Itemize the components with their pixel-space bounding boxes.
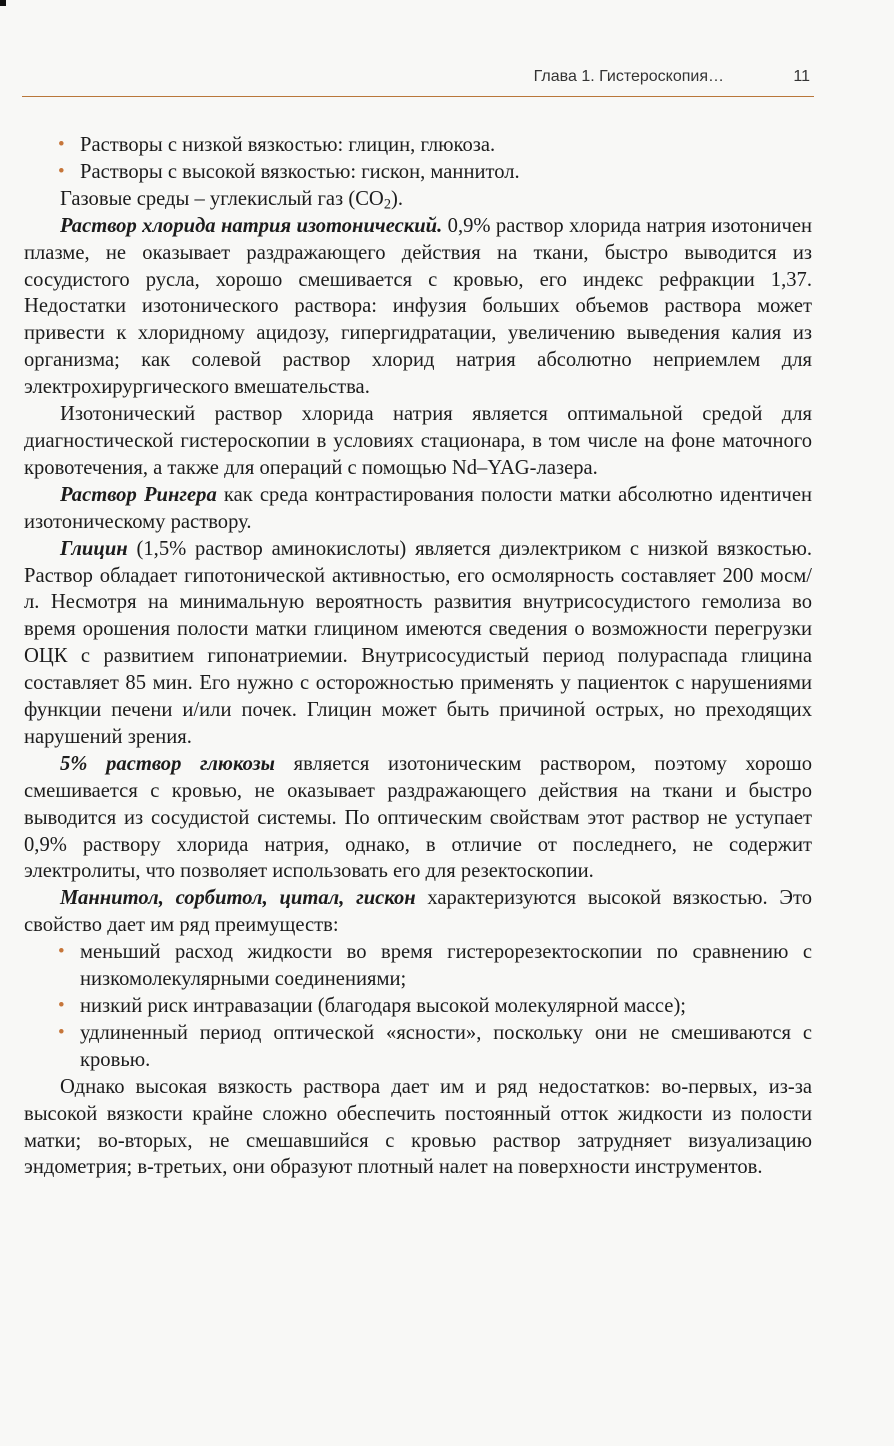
paragraph-glycine: Глицин (1,5% раствор аминокислоты) является диэлектриком с низкой вязкостью. Раствор обладает гипотонической активностью, его осмолярность составляет 200 мосм/л. Несмотря на минимальную вероятность развития внутрисосудистого гемолиза во время орошения полости матки глицином имеются сведения о возможности перегрузки ОЦК с развитием гипонатриемии. Внутрисосудистый период полураспада глицина составляет 85 мин. Его нужно с осторожностью применять у пациенток с нарушениями функции печени и/или почек. Глицин может быть причиной острых, но преходящих нарушений зрения. [24, 537, 812, 748]
term-sodium-chloride: Раствор хлорида натрия изотонический. [60, 214, 443, 237]
bullet-icon: • [58, 941, 65, 963]
chapter-title: Глава 1. Гистероскопия… [533, 68, 724, 85]
list-item: • низкий риск интравазации (благодаря высокой молекулярной массе); [24, 993, 812, 1020]
gas-media-line: Газовые среды – углекислый газ $(CO_2)$. [60, 187, 404, 213]
paragraph-disadvantages: Однако высокая вязкость раствора дает им и ряд недостатков: во-первых, из-за высокой вязкости крайне сложно обеспечить постоянный отток жидкости из полости матки; во-вторых, не смешавшийся с кровью раствор затрудняет визуализацию эндометрия; в-третьих, они образуют плотный налет на поверхности инструментов. [24, 1075, 812, 1179]
bullet-icon: • [58, 134, 65, 155]
list-item: • удлиненный период оптической «ясности», поскольку они не смешиваются с кровью. [58, 1021, 812, 1071]
bullet-icon: • [58, 160, 65, 182]
running-header [22, 66, 814, 97]
list-item: • Растворы с низкой вязкостью: глицин, глюкоза. [24, 132, 812, 159]
list-item: • меньший расход жидкости во время гистерорезектоскопии по сравнению с низкомолекулярными соединениями; [58, 941, 812, 991]
bullet-icon: • [58, 1021, 65, 1043]
paragraph-ringer: Раствор Рингера как среда контрастирования полости матки абсолютно идентичен изотоническому раствору. [24, 483, 812, 533]
paragraph-high-viscosity: Маннитол, сорбитол, цитал, гискон характеризуются высокой вязкостью. Это свойство дает им ряд преимуществ: [24, 887, 813, 937]
viscosity-list [24, 132, 812, 186]
term-ringer: Раствор Рингера [60, 483, 217, 506]
term-glycine: Глицин [60, 537, 128, 560]
page-body [24, 132, 812, 1181]
paragraph-sodium-chloride: Раствор хлорида натрия изотонический. 0,9% раствор хлорида натрия изотоничен плазме, не оказывает раздражающего действия на ткани, быстро выводится из сосудистого русла, хорошо смешивается с кровью, его индекс рефракции 1,37. Недостатки изотонического раствора: инфузия больших объемов раствора может привести к хлоридному ацидозу, гипергидратации, увеличению выведения калия из организма; как солевой раствор хлорид натрия абсолютно неприемлем для электрохирургического вмешательства. [24, 214, 812, 399]
paragraph-glucose: 5% раствор глюкозы является изотоническим раствором, поэтому хорошо смешивается с кровью, не оказывает раздражающего действия на ткани и быстро выводится из сосудистой системы. По оптическим свойствам этот раствор не уступает 0,9% раствору хлорида натрия, однако, в отличие от последнего, не содержит электролиты, что позволяет использовать его для резектоскопии. [24, 752, 812, 883]
page-number: 11 [793, 68, 810, 85]
term-high-viscosity-media: Маннитол, сорбитол, цитал, гискон [60, 887, 416, 910]
scan-corner-mark [0, 0, 6, 6]
paragraph-isotonic-use: Изотонический раствор хлорида натрия является оптимальной средой для диагностической гистероскопии в условиях стационара, в том числе на фоне маточного кровотечения, а также для операций с помощью Nd–YAG-лазера. [24, 403, 812, 479]
advantages-list [24, 939, 812, 1074]
list-item: • Растворы с высокой вязкостью: гискон, маннитол. [24, 159, 812, 186]
bullet-icon: • [58, 995, 65, 1016]
term-glucose: 5% раствор глюкозы [60, 752, 275, 775]
